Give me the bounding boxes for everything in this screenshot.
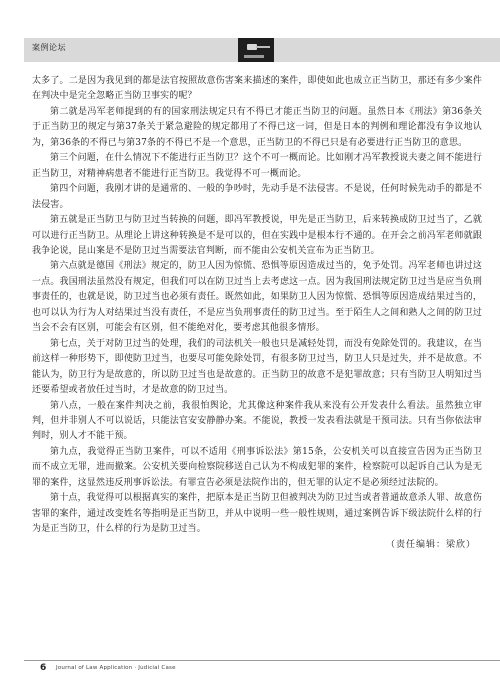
section-label: 案例论坛 (32, 43, 66, 52)
paragraph: 第七点，关于对防卫过当的处理，我们的司法机关一般也只是减轻处罚，而没有免除处罚的。我建议，在当前这样一种形势下，即使防卫过当，也要尽可能免除处罚，有很多防卫过当，防卫人只是过失，并不是故意。不能认为，防卫行为是故意的，所以防卫过当也是故意的。正当防卫的故意不是犯罪故意；只有当防卫人明知过当还要希望或者放任过当时，才是故意的防卫过当。 (32, 338, 482, 396)
gavel-icon (238, 38, 274, 62)
paragraph: 第四个问题，我刚才讲的是通常的、一般的争吵时，先动手是不法侵害。不是说，任何时候先动手的都是不法侵害。 (32, 184, 482, 210)
paragraph: 第六点就是德国《刑法》规定的，防卫人因为惊慌、恐惧等原因造成过当的，免予处罚。冯军老师也讲过这一点。我国刑法虽然没有规定，但我们可以在防卫过当上去考虑这一点。因为我国刑法规定防卫过当是应当负刑事责任的，也就是说，防卫过当也必须有责任。既然如此，如果防卫人因为惊慌、恐惧等原因造成结果过当的，也可以认为行为人对结果过当没有责任，不是应当负刑事责任的防卫过当。至于陌生人之间和熟人之间的防卫过当会不会有区别，可能会有区别，但不能绝对化，要考虑其他很多情形。 (32, 261, 482, 334)
paragraph: 第十点，我觉得可以根据真实的案件，把原本是正当防卫但被判决为防卫过当或者普通故意杀人罪、故意伤害罪的案件，通过改变姓名等指明是正当防卫，并从中说明一些一般性规则，通过案例告诉下级法院什么样的行为是正当防卫，什么样的行为是防卫过当。 (32, 493, 482, 535)
journal-name: Journal of Law Application · Judicial Case (56, 665, 176, 671)
paragraph: 第五就是正当防卫与防卫过当转换的问题，即冯军教授说，甲先是正当防卫，后来转换成防卫过当了，乙就可以进行正当防卫。从理论上讲这种转换是不是可以的，但在实践中是根本行不通的。在开会之前冯军老师就跟我争论说，昆山案是不是防卫过当需要法官判断，而不能由公安机关宣布为正当防卫。 (32, 215, 482, 256)
article-body (32, 74, 482, 659)
page-number: 6 (40, 663, 47, 673)
paragraph: 第九点，我觉得正当防卫案件，可以不适用《刑事诉讼法》第15条，公安机关可以直接宣告因为正当防卫而不成立无罪，进而撤案。公安机关要向检察院移送自己认为不构成犯罪的案件，检察院可以起诉自己认为是无罪的案件，这显然违反刑事诉讼法。有罪宣告必须是法院作出的，但无罪的认定不是必须经过法院的。 (32, 446, 482, 488)
paragraph: 第八点，一般在案件判决之前，我很怕舆论，尤其像这种案件我从来没有公开发表什么看法。虽然独立审判，但并非别人不可以说话，只能法官安安静静办案。不能说，教授一发表看法就是干预司法。只有当你依法审判时，别人才不能干预。 (32, 400, 482, 442)
editor-note: （责任编辑：梁欣） (385, 539, 476, 550)
paragraph: 第三个问题，在什么情况下不能进行正当防卫？这个不可一概而论。比如刚才冯军教授说夫妻之间不能进行正当防卫，对精神病患者不能进行正当防卫。我觉得不可一概而论。 (32, 153, 482, 179)
footer-rule (24, 660, 500, 661)
paragraph: 太多了。二是因为我见到的都是法官按照故意伤害案来描述的案件，即使如此也成立正当防卫，那还有多少案件在判决中是完全忽略正当防卫事实的呢？ (32, 76, 482, 102)
paragraph: 第二就是冯军老师提到的有的国家刑法规定只有不得已才能正当防卫的问题。虽然日本《刑法》第36条关于正当防卫的规定与第37条关于紧急避险的规定都用了不得已这一词，但是日本的判例和理论都没有争议地认为，第36条的不得已与第37条的不得已不是一个意思，正当防卫的不得已只是有必要进行正当防卫的意思。 (32, 106, 482, 148)
